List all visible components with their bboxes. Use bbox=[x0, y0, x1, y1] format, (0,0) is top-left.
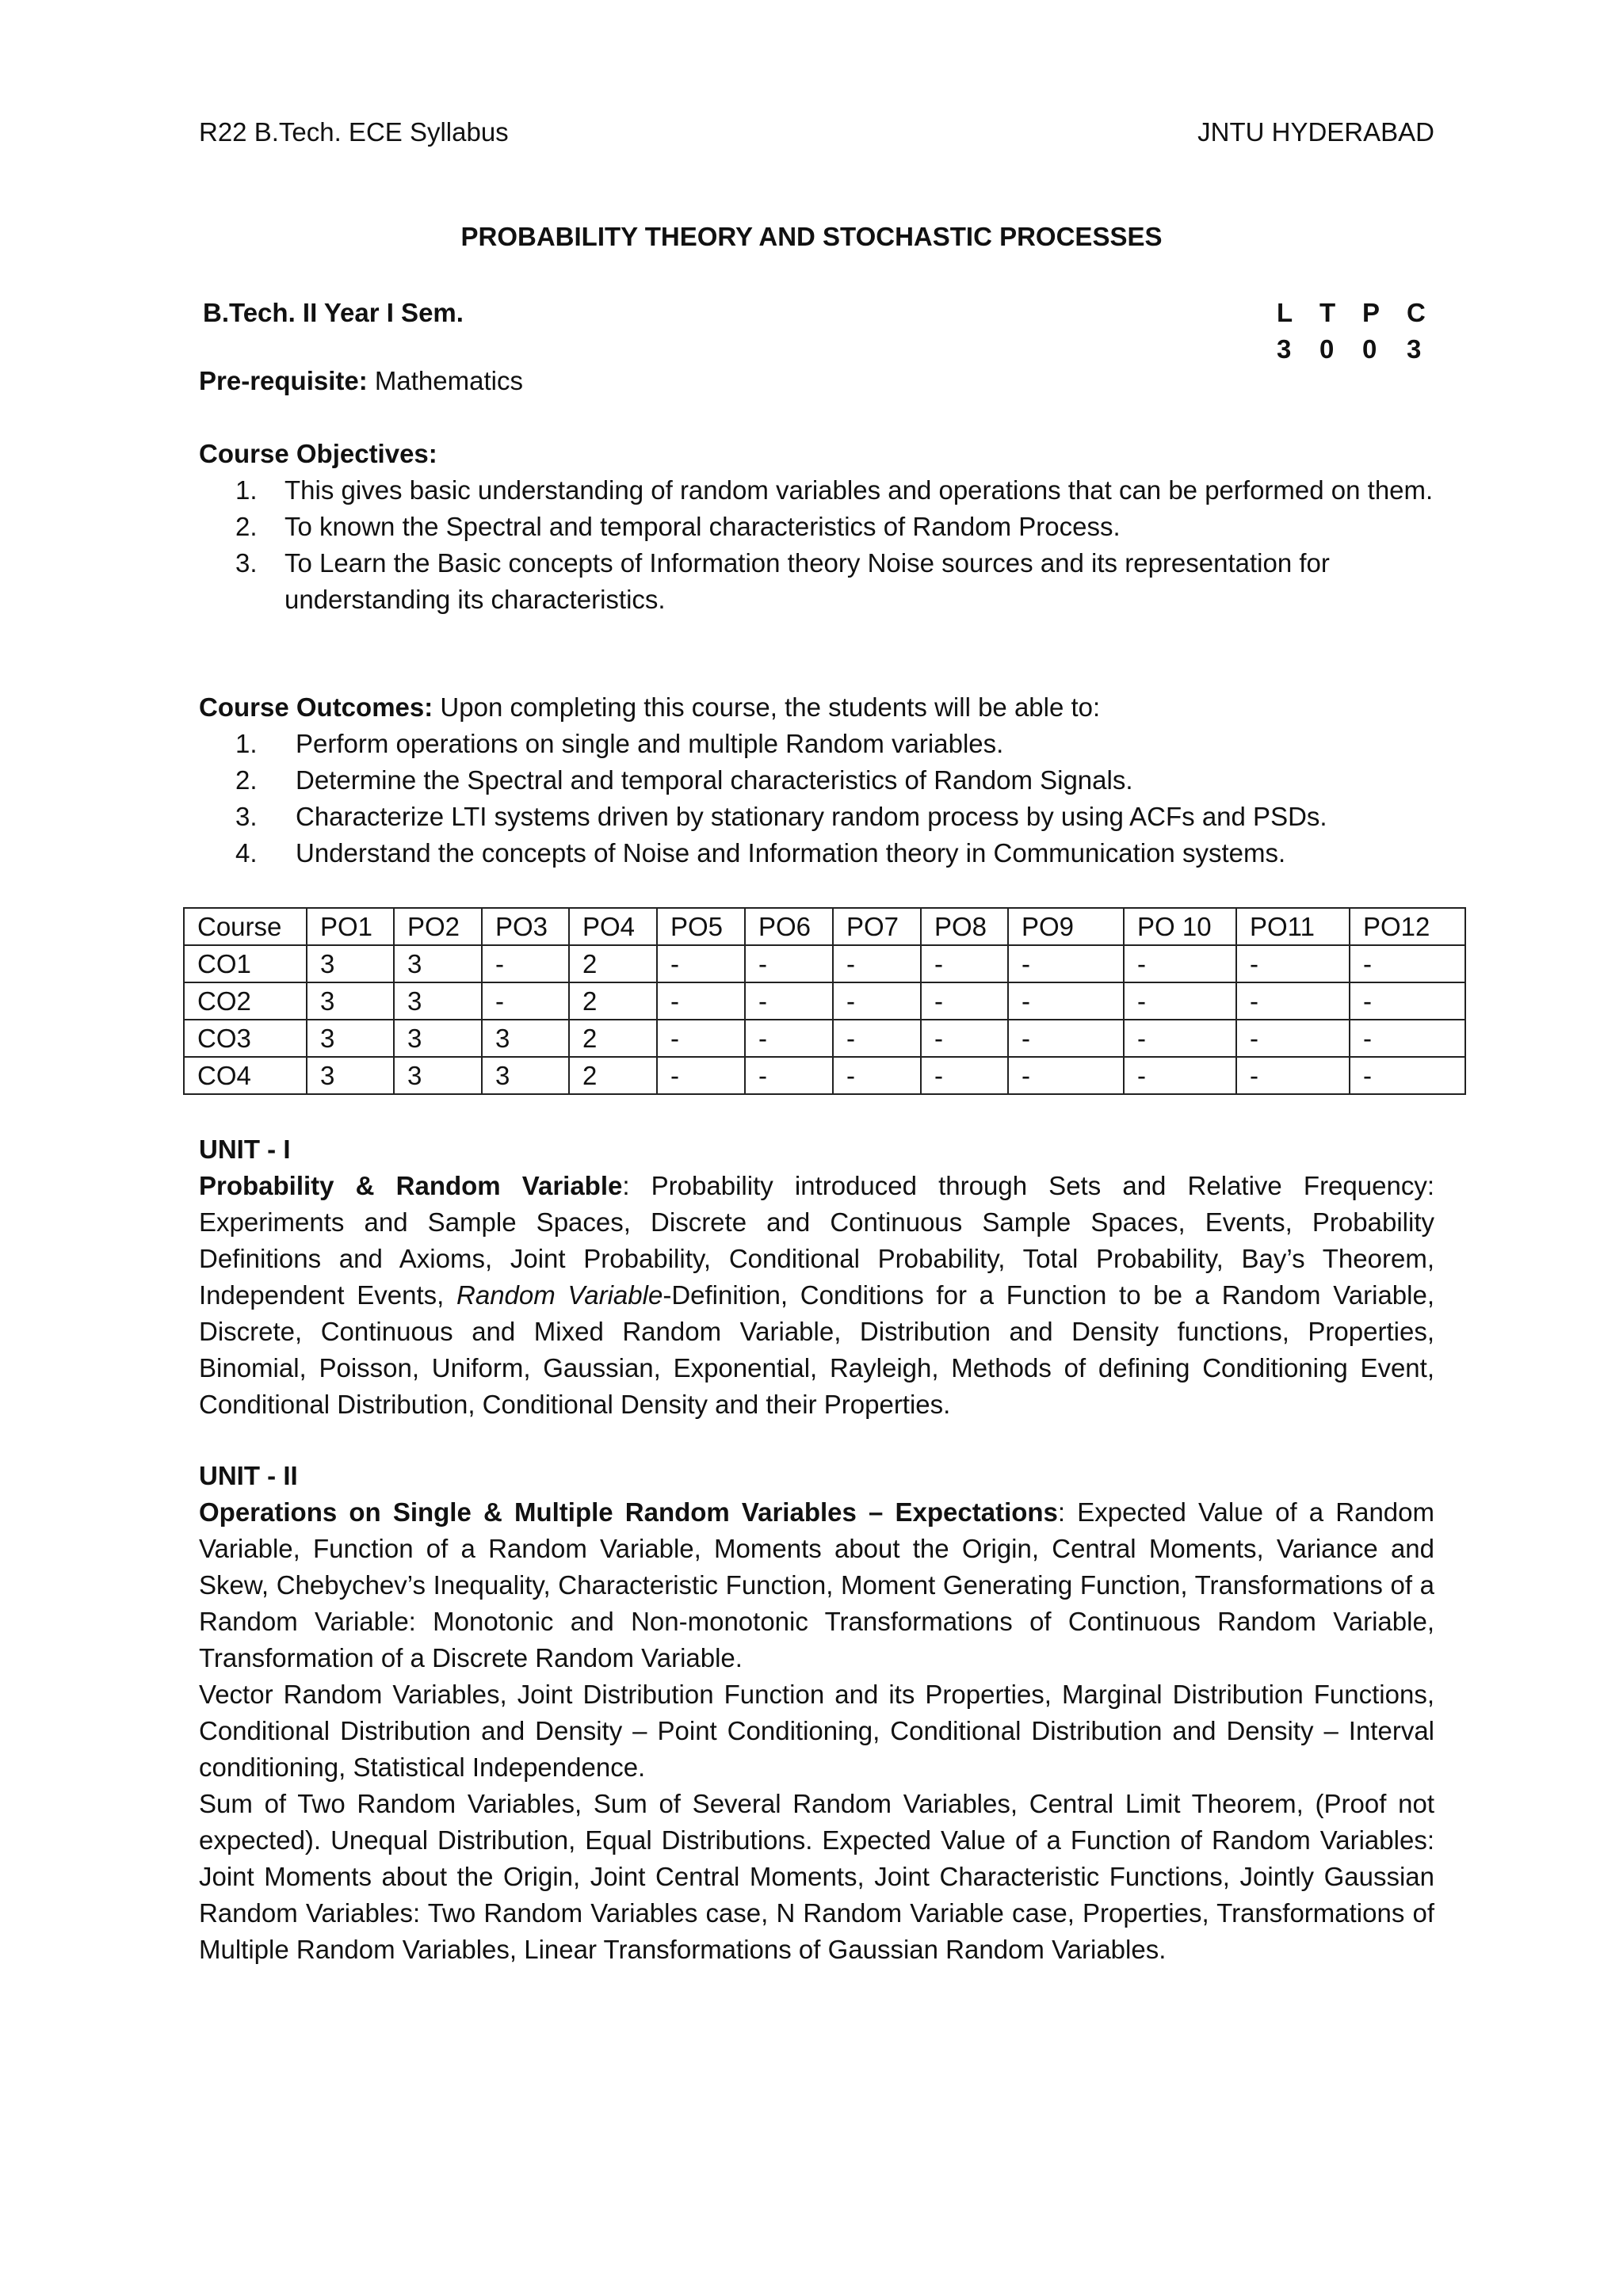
table-cell: - bbox=[745, 945, 833, 982]
table-row bbox=[184, 982, 1465, 1020]
table-cell: CO3 bbox=[184, 1020, 307, 1057]
table-cell: - bbox=[1124, 1020, 1236, 1057]
prerequisite-label: Pre-requisite: bbox=[199, 366, 368, 395]
table-header-cell: PO11 bbox=[1236, 908, 1350, 945]
table-header-cell: Course bbox=[184, 908, 307, 945]
table-cell: - bbox=[657, 982, 745, 1020]
table-cell: - bbox=[1236, 945, 1350, 982]
table-cell: - bbox=[921, 1057, 1008, 1094]
table-header-cell: PO1 bbox=[307, 908, 394, 945]
table-cell: 2 bbox=[569, 982, 657, 1020]
outcome-item bbox=[235, 726, 1440, 762]
objective-number: 1. bbox=[235, 475, 258, 505]
ltpc-grid bbox=[1277, 295, 1438, 368]
table-header-cell: PO6 bbox=[745, 908, 833, 945]
ltpc-value-t: 0 bbox=[1319, 334, 1335, 364]
outcome-number: 3. bbox=[235, 802, 258, 831]
table-header-cell: PO 10 bbox=[1124, 908, 1236, 945]
outcome-item bbox=[235, 762, 1440, 799]
table-cell: - bbox=[1008, 1057, 1124, 1094]
table-cell: - bbox=[1236, 982, 1350, 1020]
outcomes-intro-text: Upon completing this course, the students will be able to: bbox=[433, 692, 1101, 722]
objective-number: 3. bbox=[235, 548, 258, 578]
table-cell: 3 bbox=[394, 945, 482, 982]
table-header-cell: PO8 bbox=[921, 908, 1008, 945]
objective-text: To Learn the Basic concepts of Information theory Noise sources and its representation for understanding its characteristics. bbox=[285, 548, 1330, 614]
ltpc-header-c: C bbox=[1407, 298, 1426, 327]
unit2-title: UNIT - II bbox=[199, 1461, 298, 1490]
table-header-cell: PO5 bbox=[657, 908, 745, 945]
table-cell: - bbox=[833, 982, 921, 1020]
ltpc-value-c: 3 bbox=[1407, 334, 1422, 364]
outcome-text: Perform operations on single and multiple Random variables. bbox=[296, 729, 1004, 758]
ltpc-header-t: T bbox=[1319, 298, 1336, 327]
table-cell: - bbox=[1236, 1057, 1350, 1094]
unit1-text-b: -Definition, Conditions for a Function to be a Random Variable, Discrete, Continuous and Mixed Random Variable, Distribution and Density functions, Properties, Binomial, Poisson, Uniform, Gaussian, Exponential, Rayleigh, Methods of defining Conditioning Event, Conditional Distribution, Conditional Density and their Properties. bbox=[199, 1280, 1435, 1419]
table-cell: - bbox=[1236, 1020, 1350, 1057]
objective-number: 2. bbox=[235, 512, 258, 541]
table-cell: 3 bbox=[394, 1020, 482, 1057]
table-header-cell: PO4 bbox=[569, 908, 657, 945]
unit2-paragraph-2: Vector Random Variables, Joint Distribution Function and its Properties, Marginal Distribution Functions, Conditional Distribution and Density – Point Conditioning, Conditional Distribution and Density – Interval conditioning, Statistical Independence. bbox=[199, 1680, 1434, 1782]
table-cell: - bbox=[657, 1057, 745, 1094]
outcomes-intro bbox=[199, 689, 1100, 726]
table-cell: - bbox=[1008, 1020, 1124, 1057]
table-cell: 3 bbox=[307, 982, 394, 1020]
table-cell: - bbox=[921, 945, 1008, 982]
table-cell: 2 bbox=[569, 1057, 657, 1094]
unit2-paragraph-1 bbox=[199, 1494, 1434, 1676]
header-left: R22 B.Tech. ECE Syllabus bbox=[199, 117, 509, 147]
table-cell: - bbox=[921, 982, 1008, 1020]
objective-item bbox=[235, 472, 1440, 509]
ltpc-header-p: P bbox=[1362, 298, 1381, 327]
table-cell: - bbox=[657, 945, 745, 982]
table-cell: - bbox=[833, 1020, 921, 1057]
unit1-italic: Random Variable bbox=[456, 1280, 663, 1310]
table-header-cell: PO12 bbox=[1350, 908, 1465, 945]
table-cell: 3 bbox=[394, 982, 482, 1020]
table-cell: CO4 bbox=[184, 1057, 307, 1094]
co-po-mapping-table bbox=[183, 907, 1466, 1095]
table-row bbox=[184, 945, 1465, 982]
outcomes-heading: Course Outcomes: bbox=[199, 692, 433, 722]
outcome-text: Determine the Spectral and temporal characteristics of Random Signals. bbox=[296, 765, 1133, 795]
table-cell: - bbox=[833, 945, 921, 982]
table-cell: - bbox=[1008, 982, 1124, 1020]
prerequisite-value: Mathematics bbox=[367, 366, 523, 395]
table-row bbox=[184, 1020, 1465, 1057]
outcome-text: Understand the concepts of Noise and Information theory in Communication systems. bbox=[296, 838, 1286, 868]
table-cell: - bbox=[1124, 1057, 1236, 1094]
table-cell: - bbox=[745, 1020, 833, 1057]
objective-text: To known the Spectral and temporal characteristics of Random Process. bbox=[285, 512, 1121, 541]
table-cell: - bbox=[1124, 945, 1236, 982]
table-header-cell: PO9 bbox=[1008, 908, 1124, 945]
objective-item bbox=[235, 545, 1440, 618]
table-cell: - bbox=[1350, 945, 1465, 982]
objectives-heading: Course Objectives: bbox=[199, 439, 437, 468]
objective-item bbox=[235, 509, 1440, 545]
table-header-cell: PO3 bbox=[482, 908, 569, 945]
unit2-lead: Operations on Single & Multiple Random Variables – Expectations bbox=[199, 1497, 1058, 1527]
table-cell: 3 bbox=[482, 1020, 569, 1057]
table-cell: - bbox=[1350, 1057, 1465, 1094]
outcome-number: 4. bbox=[235, 838, 258, 868]
unit1-text-a: : Probability introduced through Sets and Relative Frequency: Experiments and Sample Spaces, Discrete and Continuous Sample Spaces, Events, Probability Definitions and Axioms, Joint Probability, Conditional Probability, Total Probability, Bay’s Theorem, Independent Events, bbox=[199, 1171, 1434, 1310]
ltpc-header-l: L bbox=[1277, 298, 1293, 327]
outcome-number: 1. bbox=[235, 729, 258, 758]
table-cell: 3 bbox=[482, 1057, 569, 1094]
table-cell: 3 bbox=[307, 945, 394, 982]
table-cell: - bbox=[745, 982, 833, 1020]
table-cell: - bbox=[657, 1020, 745, 1057]
outcome-number: 2. bbox=[235, 765, 258, 795]
unit2-para1-text: : Expected Value of a Random Variable, Function of a Random Variable, Moments about the Origin, Central Moments, Variance and Skew, Chebychev’s Inequality, Characteristic Function, Moment Generating Function, Transformations of a Random Variable: Monotonic and Non-monotonic Transformations of Continuous Random Variable, Transformation of a Discrete Random Variable. bbox=[199, 1497, 1434, 1672]
outcome-text: Characterize LTI systems driven by stationary random process by using ACFs and PSDs. bbox=[296, 802, 1327, 831]
table-cell: 2 bbox=[569, 945, 657, 982]
unit2-body bbox=[199, 1494, 1434, 1968]
table-header-row bbox=[184, 908, 1465, 945]
ltpc-value-p: 0 bbox=[1362, 334, 1377, 364]
unit1-title: UNIT - I bbox=[199, 1135, 291, 1164]
table-cell: 3 bbox=[307, 1057, 394, 1094]
outcome-item bbox=[235, 799, 1440, 835]
table-cell: - bbox=[1350, 982, 1465, 1020]
unit1-paragraph bbox=[199, 1168, 1434, 1423]
table-cell: 3 bbox=[307, 1020, 394, 1057]
unit1-lead: Probability & Random Variable bbox=[199, 1171, 623, 1200]
table-header-cell: PO7 bbox=[833, 908, 921, 945]
outcomes-list bbox=[235, 726, 1440, 871]
table-cell: - bbox=[833, 1057, 921, 1094]
table-row bbox=[184, 1057, 1465, 1094]
outcome-item bbox=[235, 835, 1440, 871]
objectives-list bbox=[235, 472, 1440, 618]
table-cell: - bbox=[1350, 1020, 1465, 1057]
table-cell: 3 bbox=[394, 1057, 482, 1094]
table-header-cell: PO2 bbox=[394, 908, 482, 945]
semester-label: B.Tech. II Year I Sem. bbox=[203, 298, 464, 327]
objective-text: This gives basic understanding of random variables and operations that can be performed on them. bbox=[285, 475, 1434, 505]
course-title: PROBABILITY THEORY AND STOCHASTIC PROCESSES bbox=[460, 222, 1163, 251]
table-cell: - bbox=[921, 1020, 1008, 1057]
table-cell: CO1 bbox=[184, 945, 307, 982]
ltpc-value-l: 3 bbox=[1277, 334, 1292, 364]
table-cell: CO2 bbox=[184, 982, 307, 1020]
unit1-body bbox=[199, 1168, 1434, 1423]
table-cell: 2 bbox=[569, 1020, 657, 1057]
table-cell: - bbox=[482, 982, 569, 1020]
table-cell: - bbox=[1124, 982, 1236, 1020]
header-right: JNTU HYDERABAD bbox=[1197, 117, 1434, 147]
table-cell: - bbox=[482, 945, 569, 982]
prerequisite bbox=[199, 363, 523, 399]
table-cell: - bbox=[745, 1057, 833, 1094]
table-cell: - bbox=[1008, 945, 1124, 982]
unit2-paragraph-3: Sum of Two Random Variables, Sum of Several Random Variables, Central Limit Theorem, (Proof not expected). Unequal Distribution, Equal Distributions. Expected Value of a Function of Random Variables: Joint Moments about the Origin, Joint Central Moments, Joint Characteristic Functions, Jointly Gaussian Random Variables: Two Random Variables case, N Random Variable case, Properties, Transformations of Multiple Random Variables, Linear Transformations of Gaussian Random Variables. bbox=[199, 1789, 1434, 1964]
